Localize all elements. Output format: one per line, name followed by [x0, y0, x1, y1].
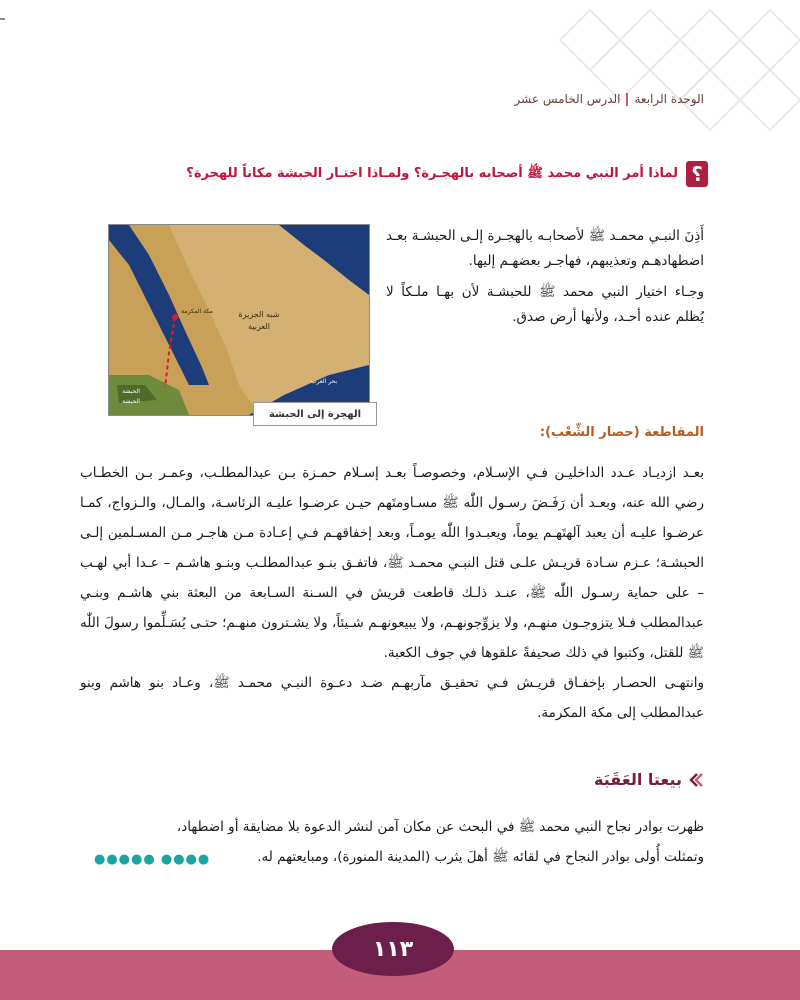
map-label-abyssinia-2: الحبشة [122, 398, 140, 405]
question-text: لماذا أمر النبي محمد ﷺ أصحابه بالهجـرة؟ ولمـاذا اختـار الحبشة مكاناً للهجرة؟ [186, 165, 678, 181]
boycott-text [80, 458, 704, 728]
aqaba-section-heading [594, 770, 704, 789]
header-separator [626, 93, 628, 106]
aqaba-title: بيعتا العَقَبَة [594, 770, 682, 789]
intro-paragraph-1: أَذِنَ النبـي محمـد ﷺ لأصحابـه بالهجـرة إلـى الحبشـة بعـد اضطهادهـم وتعذيبهم، فهاجـر بعضهـم إليها. [386, 228, 704, 269]
running-header [515, 92, 704, 106]
double-chevron-icon [688, 772, 704, 788]
margin-mark [0, 18, 5, 20]
intro-paragraph-2: وجـاء اختيار النبي محمد ﷺ للحبشـة لأن بهـا ملـكاً لا يُظلم عنده أحـد، ولأنها أرض صدق. [386, 284, 704, 325]
question-mark-icon: ؟ [686, 161, 708, 187]
migration-map [109, 225, 369, 415]
boycott-paragraph-2: وانتهـى الحصـار بإخفـاق قريـش فـي تحقيـق مآربهـم ضـد دعـوة النبـي محمـد ﷺ، وعـاد بنو هاشم وبنو عبدالمطلب إلى مكة المكرمة. [80, 675, 704, 721]
map-label-peninsula-2: العربية [248, 322, 270, 331]
lesson-label: الدرس الخامس عشر [514, 92, 621, 106]
aqaba-paragraph-2: وتمثلت أُولى بوادر النجاح في لقائه ﷺ أهلَ يثرب (المدينة المنورة)، ومبايعتهم له. [257, 849, 704, 865]
page-number: ١١٣ [332, 922, 454, 976]
intro-text [386, 224, 704, 336]
map-label-makkah: مكة المكرمة [181, 308, 213, 315]
boycott-heading: المقاطعة (حصار الشِّعْب): [539, 425, 704, 440]
map-figure [108, 224, 370, 416]
continuation-dots-icon: ●●●●● ●●●● [94, 852, 211, 867]
boycott-paragraph-1: بعـد ازديـاد عـدد الداخليـن فـي الإسـلام، وخصوصـاً بعـد إسـلام حمـزة بـن عبدالمطلـب، وعمـر بـن الخطـاب رضي الله عنه، وبعـد أن رَفَـضَ رسـول اللّٰه ﷺ مسـاومتَهم حيـن عرضـوا عليـه الرئاسـة، والمـال، والـزواج، كمـا عرضـوا عليـه أن يعبد آلهتَهـم يوماً، ويعبـدوا اللّٰه يومـاً، وبعد إخفاقهـم فـي إعـادة مـن هاجـر مـن المسـلمين إلـى الحبشـة؛ عـزم سـادة قريـش علـى قتل النبـي محمـد ﷺ، فاتفـق بنـو عبدالمطلـب وبنـو هاشـم – عـدا أبي لهـب – على حماية رسـول اللّٰه ﷺ، عنـد ذلـك قاطعت قريش في السـنة السـابعة من البعثة بني هاشـم وبنـي عبدالمطلب فـلا يتزوجـون منهـم، ولا يزوِّجونهـم، ولا يبيعونهـم شـيئاً، ولا يشـترون منهـم؛ حتـى يُسَـلِّموا رسولَ اللّٰه ﷺ للقتل، وكتبوا في ذلك صحيفةً علقوها في جوف الكعبة. [80, 465, 704, 661]
map-caption: الهجرة إلى الحبشة [253, 402, 377, 426]
map-label-arabian-sea: بحر العرب [310, 378, 338, 385]
map-label-peninsula-1: شبه الجزيرة [238, 310, 280, 319]
unit-label: الوحدة الرابعة [634, 92, 704, 106]
map-label-abyssinia-1: الحبشة [122, 388, 140, 395]
aqaba-paragraph-1: ظهرت بوادر نجاح النبي محمد ﷺ في البحث عن مكان آمن لنشر الدعوة بلا مضايقة أو اضطهاد، [176, 819, 704, 835]
question-row [80, 160, 708, 188]
